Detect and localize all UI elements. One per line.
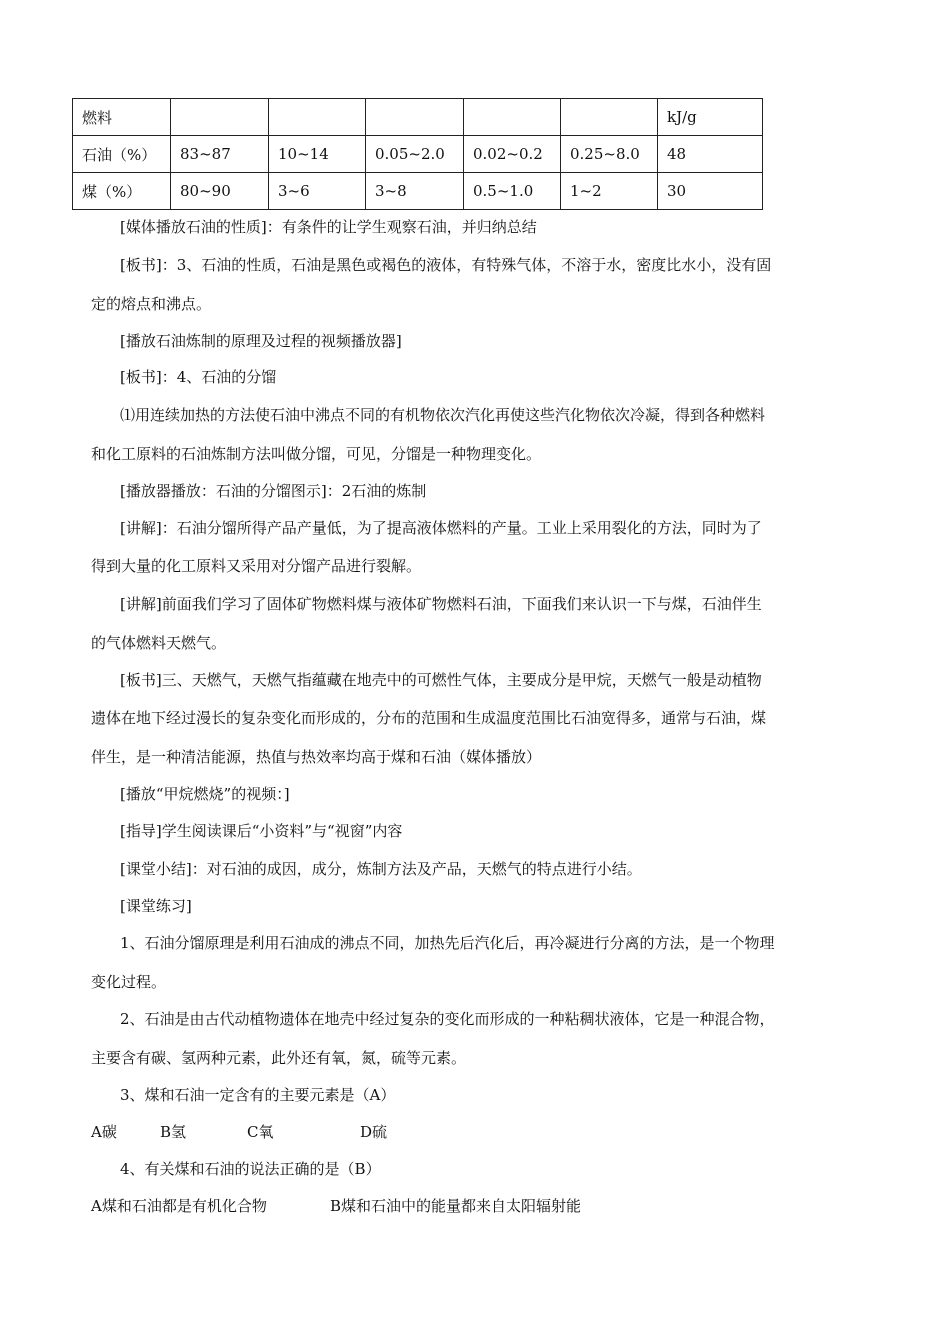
text-line: 3、煤和石油一定含有的主要元素是（A） <box>120 1086 396 1104</box>
option-b: B煤和石油中的能量都来自太阳辐射能 <box>330 1197 582 1215</box>
table-cell: 3~6 <box>269 173 366 210</box>
table-cell: 燃料 <box>73 99 171 136</box>
option-c: C氧 <box>247 1123 274 1141</box>
table-cell <box>366 99 464 136</box>
text-line: 2、石油是由古代动植物遗体在地壳中经过复杂的变化而形成的一种粘稠状液体，它是一种混合物， <box>120 1010 775 1028</box>
table-cell <box>171 99 269 136</box>
table-cell: 1~2 <box>561 173 658 210</box>
table-cell <box>561 99 658 136</box>
option-a: A煤和石油都是有机化合物 <box>91 1197 267 1215</box>
text-line: [板书]三、天燃气，天燃气指蕴藏在地壳中的可燃性气体，主要成分是甲烷，天燃气一般是动植物 <box>120 671 762 689</box>
table-cell: kJ/g <box>658 99 763 136</box>
text-line: 定的熔点和沸点。 <box>91 295 212 313</box>
table-cell: 0.02~0.2 <box>464 136 561 173</box>
text-line: ⑴用连续加热的方法使石油中沸点不同的有机物依次汽化再使这些汽化物依次冷凝，得到各种燃料 <box>120 406 766 424</box>
table-cell: 0.5~1.0 <box>464 173 561 210</box>
text-line: 主要含有碳、氢两种元素，此外还有氧，氮，硫等元素。 <box>91 1049 467 1067</box>
text-line: [课堂小结]：对石油的成因，成分，炼制方法及产品，天燃气的特点进行小结。 <box>120 860 642 878</box>
table-cell: 30 <box>658 173 763 210</box>
text-line: [板书]：3、石油的性质，石油是黑色或褐色的液体，有特殊气体，不溶于水，密度比水小，没有固 <box>120 256 772 274</box>
text-line: 的气体燃料天燃气。 <box>91 634 227 652</box>
table-cell: 83~87 <box>171 136 269 173</box>
text-line: [播放石油炼制的原理及过程的视频播放器] <box>120 332 402 350</box>
text-line: [播放器播放：石油的分馏图示]：2石油的炼制 <box>120 482 427 500</box>
table-row <box>73 173 763 210</box>
option-a: A碳 <box>91 1123 117 1141</box>
text-line: [课堂练习] <box>120 897 192 915</box>
table-cell: 0.05~2.0 <box>366 136 464 173</box>
table-cell: 3~8 <box>366 173 464 210</box>
fuel-composition-table <box>72 98 763 210</box>
table-row <box>73 99 763 136</box>
text-line: [讲解]前面我们学习了固体矿物燃料煤与液体矿物燃料石油，下面我们来认识一下与煤，石油伴生 <box>120 595 762 613</box>
table-cell <box>464 99 561 136</box>
text-line: 4、有关煤和石油的说法正确的是（B） <box>120 1160 381 1178</box>
option-d: D硫 <box>360 1123 388 1141</box>
text-line: [播放“甲烷燃烧”的视频：] <box>120 785 290 803</box>
text-line: [指导]学生阅读课后“小资料”与“视窗”内容 <box>120 822 403 840</box>
option-b: B氢 <box>160 1123 187 1141</box>
text-line: [媒体播放石油的性质]：有条件的让学生观察石油，并归纳总结 <box>120 218 537 236</box>
text-line: [板书]：4、石油的分馏 <box>120 368 277 386</box>
table-cell: 80~90 <box>171 173 269 210</box>
table-cell: 48 <box>658 136 763 173</box>
table-cell: 0.25~8.0 <box>561 136 658 173</box>
text-line: 1、石油分馏原理是利用石油成的沸点不同，加热先后汽化后，再冷凝进行分离的方法，是一个物理 <box>120 934 775 952</box>
text-line: [讲解]：石油分馏所得产品产量低，为了提高液体燃料的产量。工业上采用裂化的方法，同时为了 <box>120 519 762 537</box>
table-cell: 10~14 <box>269 136 366 173</box>
text-line: 伴生，是一种清洁能源，热值与热效率均高于煤和石油（媒体播放） <box>91 748 542 766</box>
text-line: 得到大量的化工原料又采用对分馏产品进行裂解。 <box>91 557 422 575</box>
text-line: 遗体在地下经过漫长的复杂变化而形成的，分布的范围和生成温度范围比石油宽得多，通常与石油，煤 <box>91 709 767 727</box>
text-line: 和化工原料的石油炼制方法叫做分馏，可见，分馏是一种物理变化。 <box>91 445 542 463</box>
table-cell: 煤（%） <box>73 173 171 210</box>
table-cell <box>269 99 366 136</box>
table-cell: 石油（%） <box>73 136 171 173</box>
text-line: 变化过程。 <box>91 973 167 991</box>
table-row <box>73 136 763 173</box>
